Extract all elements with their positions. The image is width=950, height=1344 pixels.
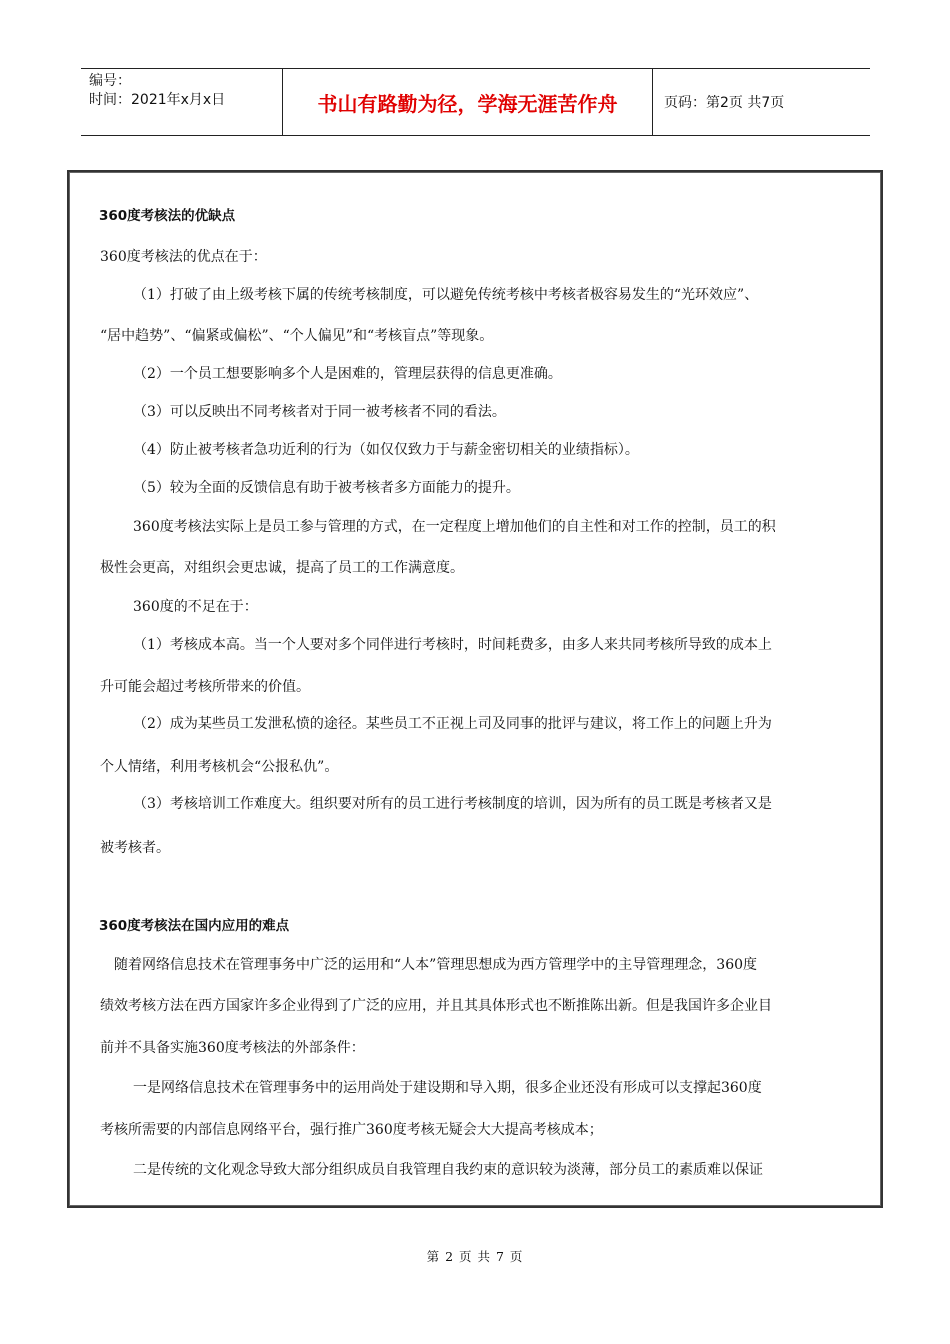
paragraph-line: （3）可以反映出不同考核者对于同一被考核者不同的看法。 xyxy=(133,404,506,420)
content-box xyxy=(67,170,883,1208)
paragraph-line: （4）防止被考核者急功近利的行为（如仅仅致力于与薪金密切相关的业绩指标）。 xyxy=(133,442,639,458)
paragraph-line: 极性会更高，对组织会更忠诚，提高了员工的工作满意度。 xyxy=(100,560,464,576)
section-title: 360度考核法的优缺点 xyxy=(99,208,236,224)
paragraph-line: 360度的不足在于： xyxy=(133,599,258,615)
paragraph-line: 考核所需要的内部信息网络平台，强行推广360度考核无疑会大大提高考核成本； xyxy=(100,1122,603,1138)
motto: 书山有路勤为径，学海无涯苦作舟 xyxy=(282,69,653,135)
paragraph-line: 个人情绪，利用考核机会“公报私仇”。 xyxy=(100,759,339,775)
paragraph-line: 前并不具备实施360度考核法的外部条件： xyxy=(100,1040,365,1056)
paragraph-line: （1）打破了由上级考核下属的传统考核制度，可以避免传统考核中考核者极容易发生的“光环效应”、 xyxy=(133,287,759,303)
header-left-cell xyxy=(81,69,282,135)
section-title: 360度考核法在国内应用的难点 xyxy=(99,918,290,934)
page-footer: 第 2 页 共 7 页 xyxy=(426,1249,524,1264)
paragraph-line: 二是传统的文化观念导致大部分组织成员自我管理自我约束的意识较为淡薄，部分员工的素质难以保证 xyxy=(133,1162,763,1178)
paragraph-line: （3）考核培训工作难度大。组织要对所有的员工进行考核制度的培训，因为所有的员工既是考核者又是 xyxy=(133,796,772,812)
paragraph-line: 绩效考核方法在西方国家许多企业得到了广泛的应用，并且其具体形式也不断推陈出新。但是我国许多企业目 xyxy=(100,998,772,1014)
paragraph-line: 一是网络信息技术在管理事务中的运用尚处于建设期和导入期，很多企业还没有形成可以支撑起360度 xyxy=(133,1080,762,1096)
header-table xyxy=(81,68,870,136)
paragraph-line: “居中趋势”、“偏紧或偏松”、“个人偏见”和“考核盲点”等现象。 xyxy=(100,328,494,344)
paragraph-line: 360度考核法实际上是员工参与管理的方式，在一定程度上增加他们的自主性和对工作的控制，员工的积 xyxy=(133,519,776,535)
code-label: 编号： xyxy=(89,73,131,89)
paragraph-line: （1）考核成本高。当一个人要对多个同伴进行考核时，时间耗费多，由多人来共同考核所导致的成本上 xyxy=(133,637,772,653)
page-label: 页码：第2页 共7页 xyxy=(664,95,785,111)
time-label: 时间：2021年x月x日 xyxy=(89,92,226,108)
paragraph-line: 360度考核法的优点在于： xyxy=(100,249,267,265)
paragraph-line: 被考核者。 xyxy=(100,840,170,856)
paragraph-line: 升可能会超过考核所带来的价值。 xyxy=(100,679,310,695)
paragraph-line: （5）较为全面的反馈信息有助于被考核者多方面能力的提升。 xyxy=(133,480,520,496)
paragraph-line: 随着网络信息技术在管理事务中广泛的运用和“人本”管理思想成为西方管理学中的主导管理理念，360度 xyxy=(114,957,758,973)
paragraph-line: （2）一个员工想要影响多个人是困难的，管理层获得的信息更准确。 xyxy=(133,366,562,382)
paragraph-line: （2）成为某些员工发泄私愤的途径。某些员工不正视上司及同事的批评与建议，将工作上的问题上升为 xyxy=(133,716,772,732)
